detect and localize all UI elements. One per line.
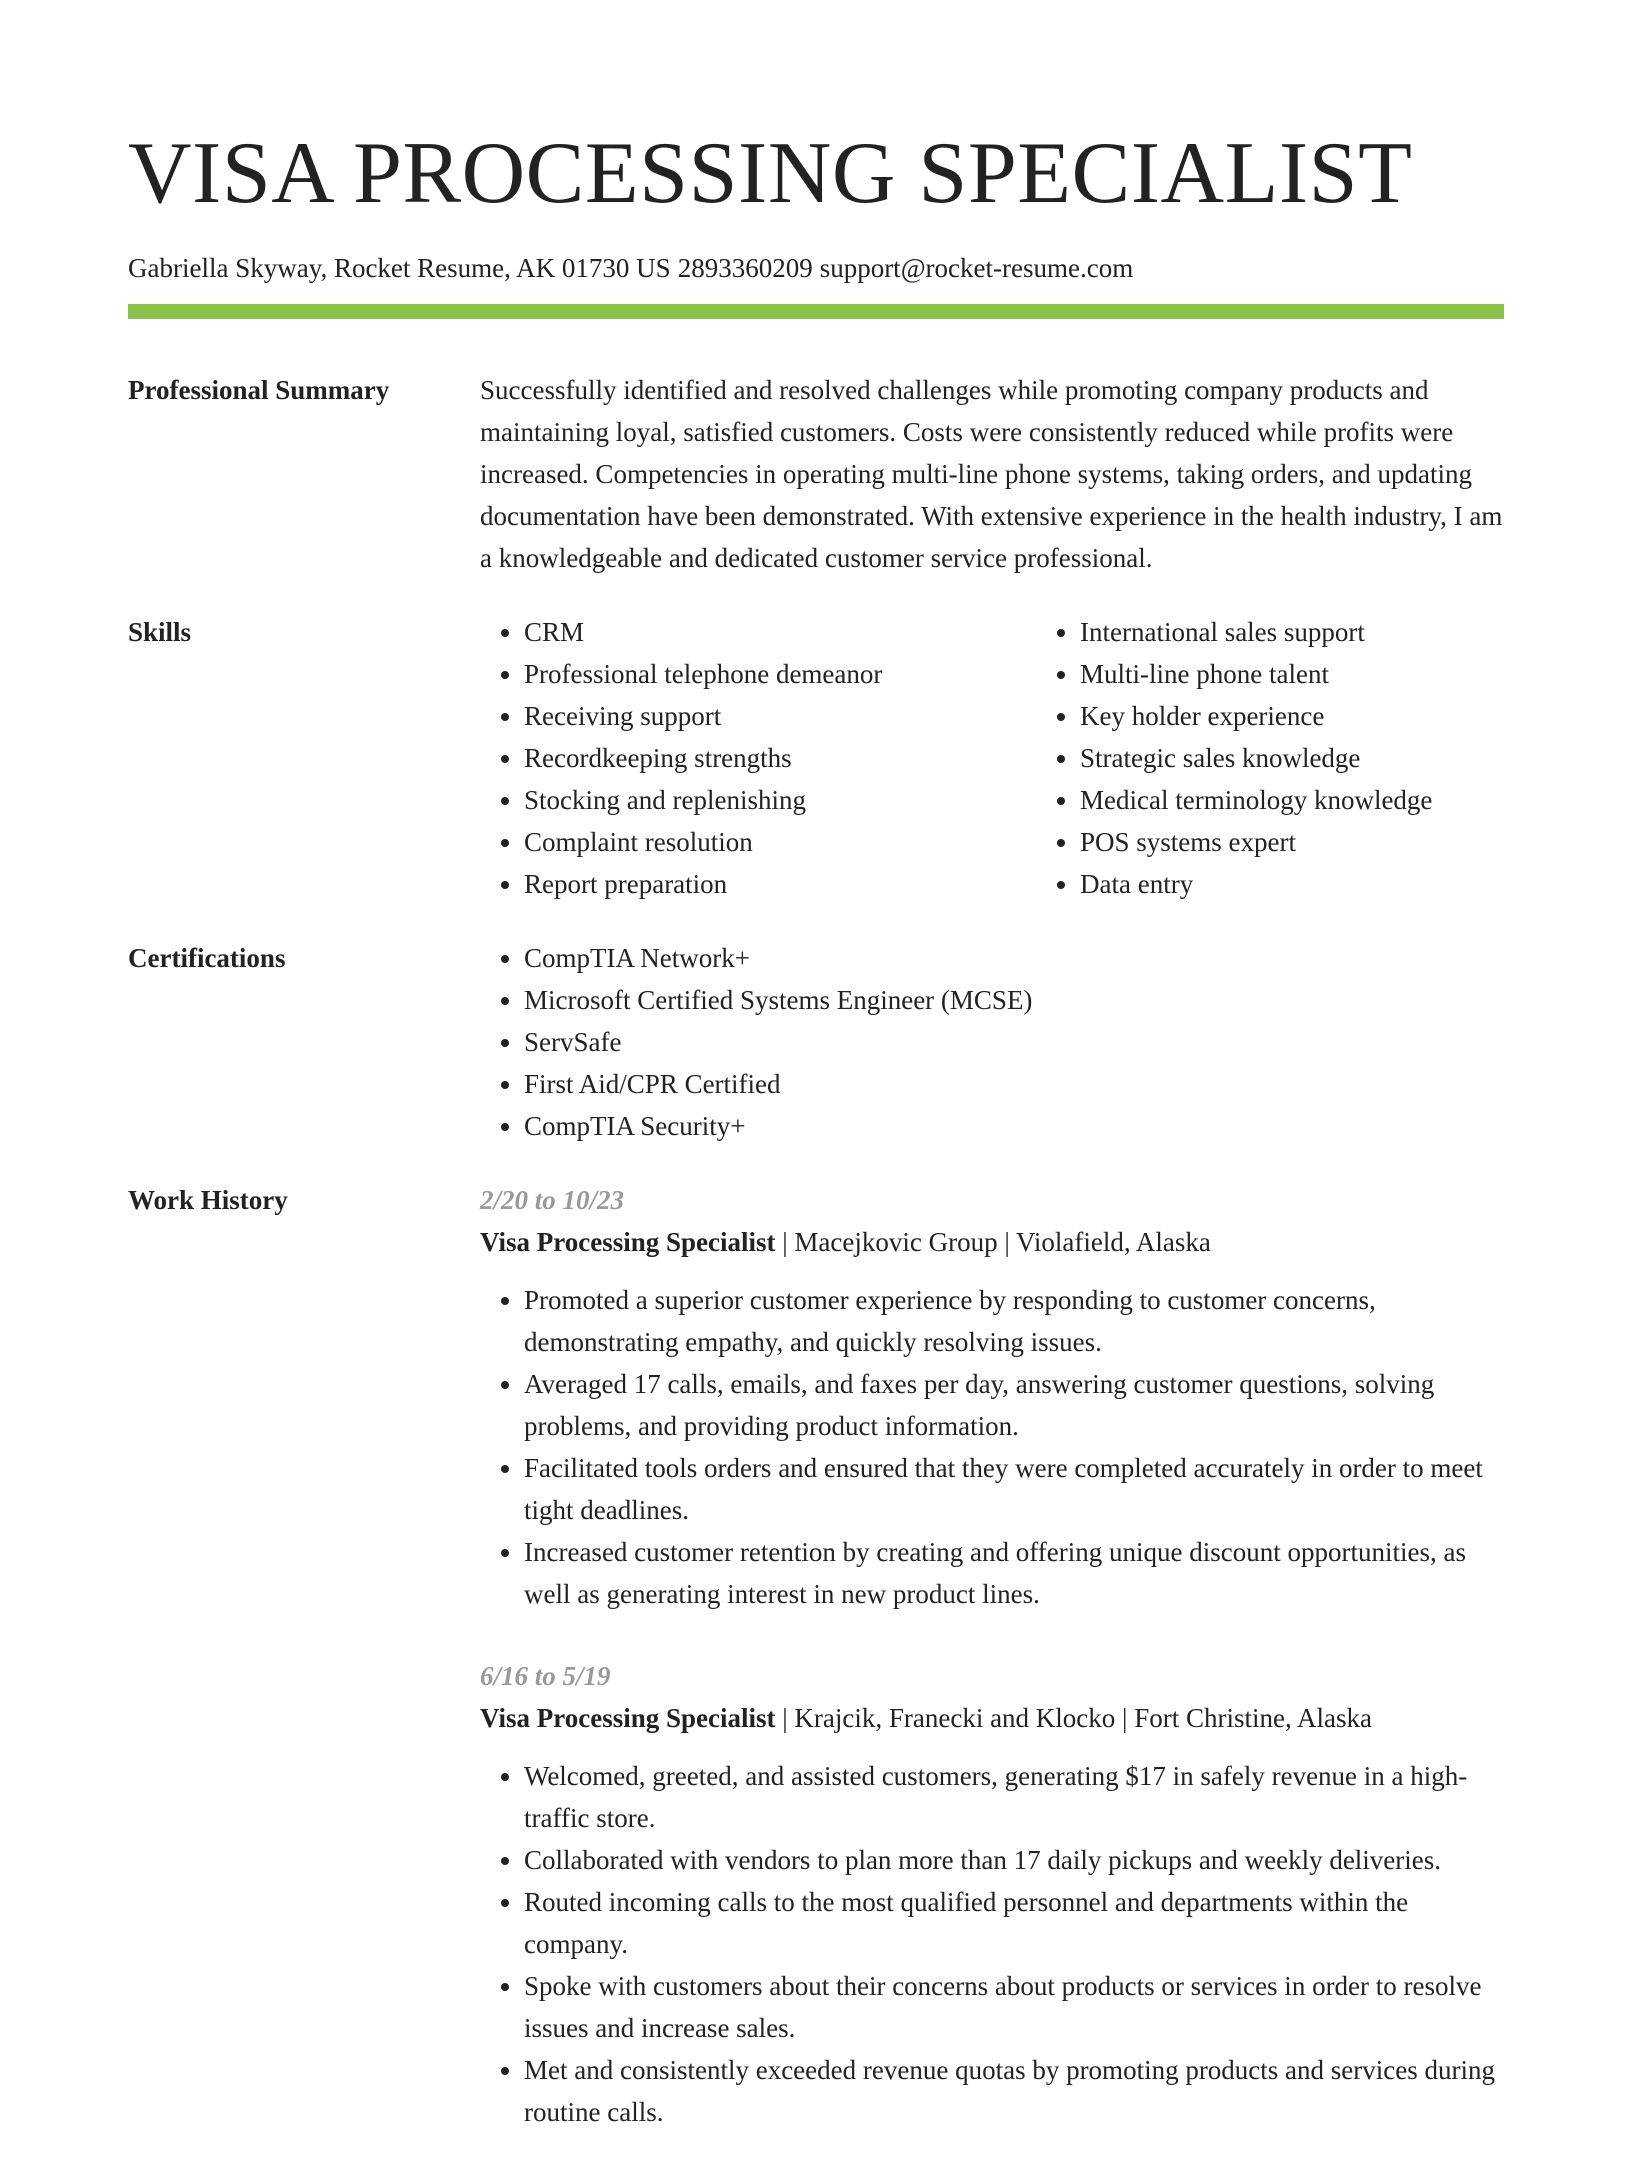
summary-body (480, 369, 1504, 579)
job-bullet: • Met and consistently exceeded revenue quotas by promoting products and services during routine calls. (524, 2049, 1504, 2133)
certification-item: • CompTIA Network+ (524, 937, 1504, 979)
contact-phone: 2893360209 (677, 253, 813, 283)
job-company: | Krajcik, Franecki and Klocko | Fort Christine, Alaska (775, 1703, 1372, 1733)
skill-item: • CRM (524, 611, 1036, 653)
skills-list-left (480, 611, 1036, 905)
skill-item: • Receiving support (524, 695, 1036, 737)
skills-list-right (1036, 611, 1592, 905)
job-bullet: • Averaged 17 calls, emails, and faxes per day, answering customer questions, solving problems, and providing product information. (524, 1363, 1504, 1447)
job-title: Visa Processing Specialist (480, 1227, 776, 1257)
skill-item: • Stocking and replenishing (524, 779, 1036, 821)
header-divider (128, 304, 1504, 319)
job-title-line (480, 1221, 1504, 1263)
contact-line (128, 250, 1504, 286)
skill-item: • Medical terminology knowledge (1080, 779, 1592, 821)
job-bullet: • Promoted a superior customer experience by responding to customer concerns, demonstrating empathy, and quickly resolving issues. (524, 1279, 1504, 1363)
certifications-heading: Certifications (128, 943, 286, 973)
job-entry (480, 1655, 1504, 2133)
summary-text: Successfully identified and resolved challenges while promoting company products and maintaining loyal, satisfied customers. Costs were consistently reduced while profits were increased. Competencies in operating multi-line phone systems, taking orders, and updating documentation have been demonstrated. With extensive experience in the health industry, I am a knowledgeable and dedicated customer service professional. (480, 375, 1503, 573)
job-bullet: • Routed incoming calls to the most qualified personnel and departments within the company. (524, 1881, 1504, 1965)
skills-section (128, 611, 1504, 905)
job-company: | Macejkovic Group | Violafield, Alaska (775, 1227, 1211, 1257)
skill-item: • Strategic sales knowledge (1080, 737, 1592, 779)
certifications-list (480, 937, 1504, 1147)
job-bullet: • Facilitated tools orders and ensured that they were completed accurately in order to meet tight deadlines. (524, 1447, 1504, 1531)
certification-item: • Microsoft Certified Systems Engineer (MCSE) (524, 979, 1504, 1021)
summary-section (128, 369, 1504, 579)
job-title-line (480, 1697, 1504, 1739)
certifications-body (480, 937, 1504, 1147)
skill-item: • International sales support (1080, 611, 1592, 653)
skill-item: • Report preparation (524, 863, 1036, 905)
skill-item: • Data entry (1080, 863, 1592, 905)
skill-item: • Recordkeeping strengths (524, 737, 1036, 779)
job-bullet: • Collaborated with vendors to plan more than 17 daily pickups and weekly deliveries. (524, 1839, 1504, 1881)
certifications-section (128, 937, 1504, 1147)
job-bullets (480, 1279, 1504, 1615)
contact-address: Gabriella Skyway, Rocket Resume, AK 01730 US (128, 253, 671, 283)
job-bullet: • Increased customer retention by creating and offering unique discount opportunities, as well as generating interest in new product lines. (524, 1531, 1504, 1615)
certification-item: • CompTIA Security+ (524, 1105, 1504, 1147)
contact-email: support@rocket-resume.com (819, 253, 1134, 283)
candidate-name: VISA PROCESSING SPECIALIST (128, 125, 1413, 222)
job-dates: 2/20 to 10/23 (480, 1185, 625, 1215)
skill-item: • POS systems expert (1080, 821, 1592, 863)
work-history-body (480, 1179, 1504, 2173)
skill-item: • Professional telephone demeanor (524, 653, 1036, 695)
job-bullet: • Welcomed, greeted, and assisted customers, generating $17 in safely revenue in a high-traffic store. (524, 1755, 1504, 1839)
work-history-section (128, 1179, 1504, 2173)
job-entry (480, 1179, 1504, 1615)
work-history-heading: Work History (128, 1185, 288, 1215)
skill-item: • Multi-line phone talent (1080, 653, 1592, 695)
certification-item: • First Aid/CPR Certified (524, 1063, 1504, 1105)
summary-heading: Professional Summary (128, 375, 390, 405)
job-dates: 6/16 to 5/19 (480, 1661, 611, 1691)
job-title: Visa Processing Specialist (480, 1703, 776, 1733)
skills-heading: Skills (128, 617, 192, 647)
job-bullet: • Spoke with customers about their concerns about products or services in order to resolve issues and increase sales. (524, 1965, 1504, 2049)
skill-item: • Key holder experience (1080, 695, 1592, 737)
skills-body (480, 611, 1504, 905)
certification-item: • ServSafe (524, 1021, 1504, 1063)
job-bullets (480, 1755, 1504, 2133)
skill-item: • Complaint resolution (524, 821, 1036, 863)
